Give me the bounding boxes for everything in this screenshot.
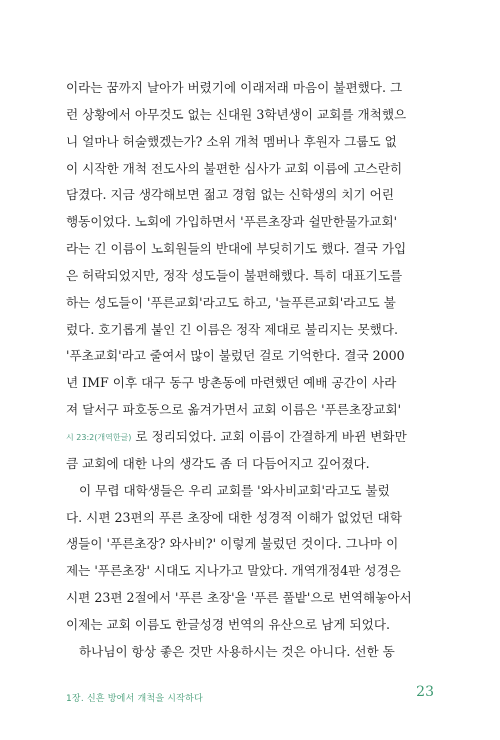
text-line: 렀다. 호기롭게 붙인 긴 이름은 정작 제대로 불리지는 못했다. — [66, 321, 399, 337]
text-line: 런 상황에서 아무것도 없는 신대원 3학년생이 교회를 개척했으 — [66, 106, 407, 122]
chapter-title: 1장. 신흔 방에서 개척을 시작하다 — [66, 694, 203, 704]
text-line: 이 시작한 개척 전도사의 불편한 심사가 교회 이름에 고스란히 — [66, 160, 403, 176]
text-line: 이제는 교회 이름도 한글성경 번역의 유산으로 남게 되었다. — [66, 616, 390, 632]
text-line: 은 허락되었지만, 정작 성도들이 불편해했다. 특히 대표기도를 — [66, 267, 403, 283]
text-line: 하는 성도들이 '푸른교회'라고도 하고, '늘푸른교회'라고도 불 — [66, 294, 396, 310]
page-number: 23 — [416, 684, 434, 700]
text-line: 시편 23편 2절에서 '푸른 초장'을 '푸른 풀밭'으로 번역해놓아서 — [66, 590, 412, 606]
text-line: 이 무렵 대학생들은 우리 교회를 '와사비교회'라고도 불렀 — [79, 482, 390, 498]
text-line: '푸초교회'라고 줄여서 많이 불렀던 걸로 기억한다. 결국 2000 — [66, 348, 405, 364]
text-line: 하나님이 항상 좋은 것만 사용하시는 것은 아니다. 선한 동 — [79, 643, 395, 659]
text-line: 생들이 '푸른초장? 와사비?' 이렇게 불렀던 것이다. 그나마 이 — [66, 536, 399, 552]
text-line: 이라는 꿈까지 날아가 버렸기에 이래저래 마음이 불편했다. 그 — [66, 80, 403, 95]
text-line: 니 얼마나 허술했겠는가? 소위 개척 멤버나 후원자 그룹도 없 — [66, 133, 397, 149]
text-line-with-reference — [66, 424, 434, 451]
text-line: 큼 교회에 대한 나의 생각도 좀 더 다듬어지고 깊어졌다. — [66, 455, 370, 471]
text-line: 행동이었다. 노회에 가입하면서 '푸른초장과 쉴만한물가교회' — [66, 214, 398, 230]
text-line: 년 IMF 이후 대구 동구 방촌동에 마련했던 예배 공간이 사라 — [66, 375, 397, 391]
text-line: 다. 시편 23편의 푸른 초장에 대한 성경적 이해가 없었던 대학 — [66, 509, 402, 525]
text-line: 제는 '푸른초장' 시대도 지나가고 말았다. 개역개정4판 성경은 — [66, 563, 401, 579]
text-line: 져 달서구 파호동으로 옮겨가면서 교회 이름은 '푸른초장교회' — [66, 402, 402, 418]
text-line: 담겼다. 지금 생각해보면 젊고 경험 없는 신학생의 치기 어린 — [66, 187, 395, 203]
text-line: 라는 긴 이름이 노회원들의 반대에 부딪히기도 했다. 결국 가입 — [66, 241, 407, 257]
scripture-reference: 시 23:2(개역한글) — [66, 432, 132, 442]
body-text — [66, 75, 434, 666]
text-line: 로 정리되었다. 교회 이름이 간결하게 바뀐 변화만 — [135, 428, 407, 444]
